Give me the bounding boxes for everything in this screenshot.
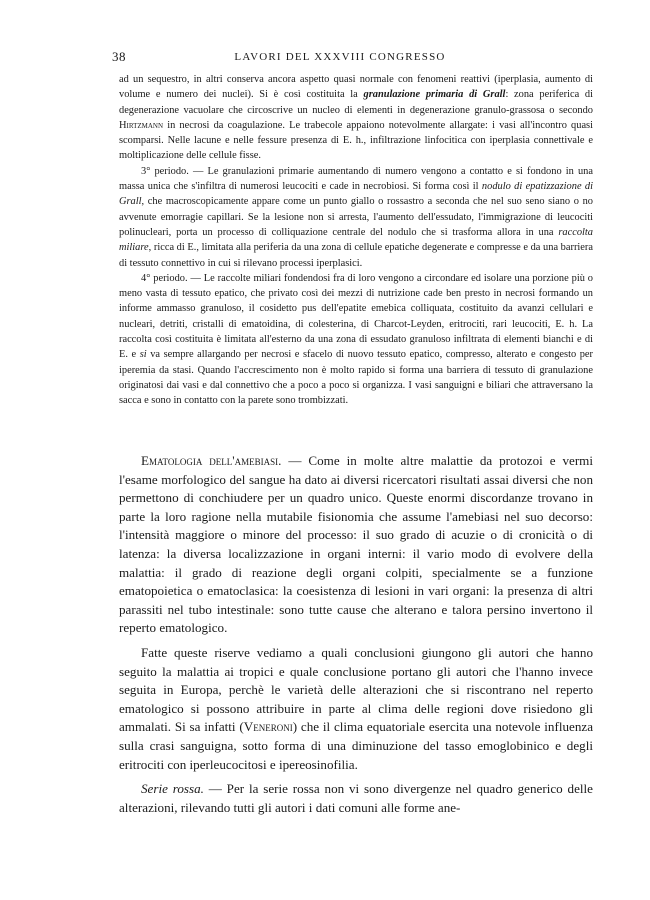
- paragraph-third-period: 3° periodo. — Le granulazioni primarie aumentando di numero vengono a contatto e si fondono in una massa unica che s'infiltra di numerosi leucociti e cade in necrobiosi. Si forma così il nodulo di epatizzazione di Grall, che macroscopicamente appare come un punto giallo o rossastro a seconda che nel suo seno siano o no avvenute emorragie capillari. Se la lesione non si arresta, l'aumento dell'essudato, l'immigrazione di leucociti polinucleari, porta un processo di colliquazione centrale del nodulo che si trasforma allora in una raccolta miliare, ricca di E., limitata alla periferia da una zona di cellule epatiche degenerate e compresse e da una barriera di tessuto connettivo in cui si rilevano processi iperplasici.: [119, 165, 594, 269]
- section-heading: Ematologia dell'amebiasi.: [141, 453, 282, 468]
- term-granulazione-primaria: granulazione primaria di Grall: [363, 89, 506, 101]
- paragraph-sequestro: ad un sequestro, in altri conserva ancora aspetto quasi normale con fenomeni reattivi (iperplasia, aumento di volume e numero dei nuclei). Si è così costituita la granulazione primaria di Grall: zona periferica di degenerazione vacuolare che circoscrive un nucleo di elementi in degenerazione granulo-grassosa o secondo Hirtzmann in necrosi da coagulazione. Le trabecole appaiono notevolmente allargate: i vasi all'incontro quasi scomparsi. Nelle lacune e nelle fessure presenza di E. h., infiltrazione linfocitica con iperplasia connettivale e moltiplicazione delle cellule fisse.: [119, 74, 593, 162]
- page-number: 38: [112, 49, 126, 64]
- paragraph-serie-rossa: Serie rossa. — Per la serie rossa non vi sono divergenze nel quadro generico delle alterazioni, rilevando tutti gli autori i dati comuni alle forme ane-: [119, 781, 593, 815]
- paragraph-riserve: Fatte queste riserve vediamo a quali conclusioni giungono gli autori che hanno seguito la malattia ai tropici e quale conclusione portano gli autori che l'hanno invece seguita in Europa, perchè le varietà delle alterazioni che si riscontrano nel reperto ematologico si possono attribuire in parte al clima delle regioni dove risiedono gli ammalati. Si sa infatti (Veneroni) che il clima equatoriale esercita una notevole influenza sulla crasi sanguigna, sotto forma di una diminuzione del tasso emoglobinico e degli eritrociti con iperleucocitosi e ipereosinofilia.: [119, 644, 594, 772]
- subsection-heading: Serie rossa.: [141, 781, 204, 797]
- paragraph-fourth-period: 4° periodo. — Le raccolte miliari fondendosi fra di loro vengono a circondare ed isolare una porzione più o meno vasta di tessuto epatico, che privato così dei mezzi di nutrizione cade ben presto in necrosi formando un informe ammasso granuloso, il cosidetto pus dell'epatite emebica colliquata, costituito da avanzi cellulari e nucleari, detriti, cristalli di ematoidina, di colesterina, di Charcot-Leyden, eritrociti, rari leucociti, E. h. La raccolta così costituita è limitata all'esterno da una zona di essudato granuloso infiltrata di elementi bianchi e di E. e si va sempre allargando per necrosi e sfacelo di nuovo tessuto epatico, compresso, alterato e congesto per iperemia da stasi. Quando l'accrescimento non è molto rapido si forma una barriera di tessuto di granulazione originatosi dai vasi e dal connettivo che a poco a poco si organizza. I vasi sanguigni e biliari che attraversano la sacca e sono in contatto con la parete sono trombizzati.: [119, 272, 593, 407]
- author-name: Veneroni: [243, 719, 293, 735]
- running-title: LAVORI DEL XXXVIII CONGRESSO: [234, 51, 446, 63]
- term-nodulo-epatizzazione: nodulo di epatizzazione di Grall: [119, 181, 594, 208]
- term-raccolta-miliare: raccolta miliare: [119, 226, 593, 254]
- paragraph-ematologia: Ematologia dell'amebiasi. — Come in molte altre malattie da protozoi e vermi l'esame morfologico del sangue ha dato ai diversi ricercatori risultati assai diversi che non permettono di conchiudere per un quadro unico. Queste enormi discordanze trovano in parte la loro ragione nella mutabile fisionomia che assume l'amebiasi nel suo decorso: l'intensità maggiore o minore del processo: il suo grado di acuzie o di cronicità o di latenza: la diversa localizzazione in organi interni: il vario modo di evolvere della malattia: il grado di reazione degli organi colpiti, specialmente se a funzione ematopoietica o ematoclasica: la coesistenza di lesioni in vari organi: la presenza di altri parassiti nel tubo intestinale: sono tutte cause che alterano e talora persino invertono il reperto ematologico.: [119, 453, 593, 636]
- author-name: Hirtzmann: [119, 119, 164, 131]
- small-print-section: [119, 72, 593, 409]
- main-text-section: [119, 452, 593, 823]
